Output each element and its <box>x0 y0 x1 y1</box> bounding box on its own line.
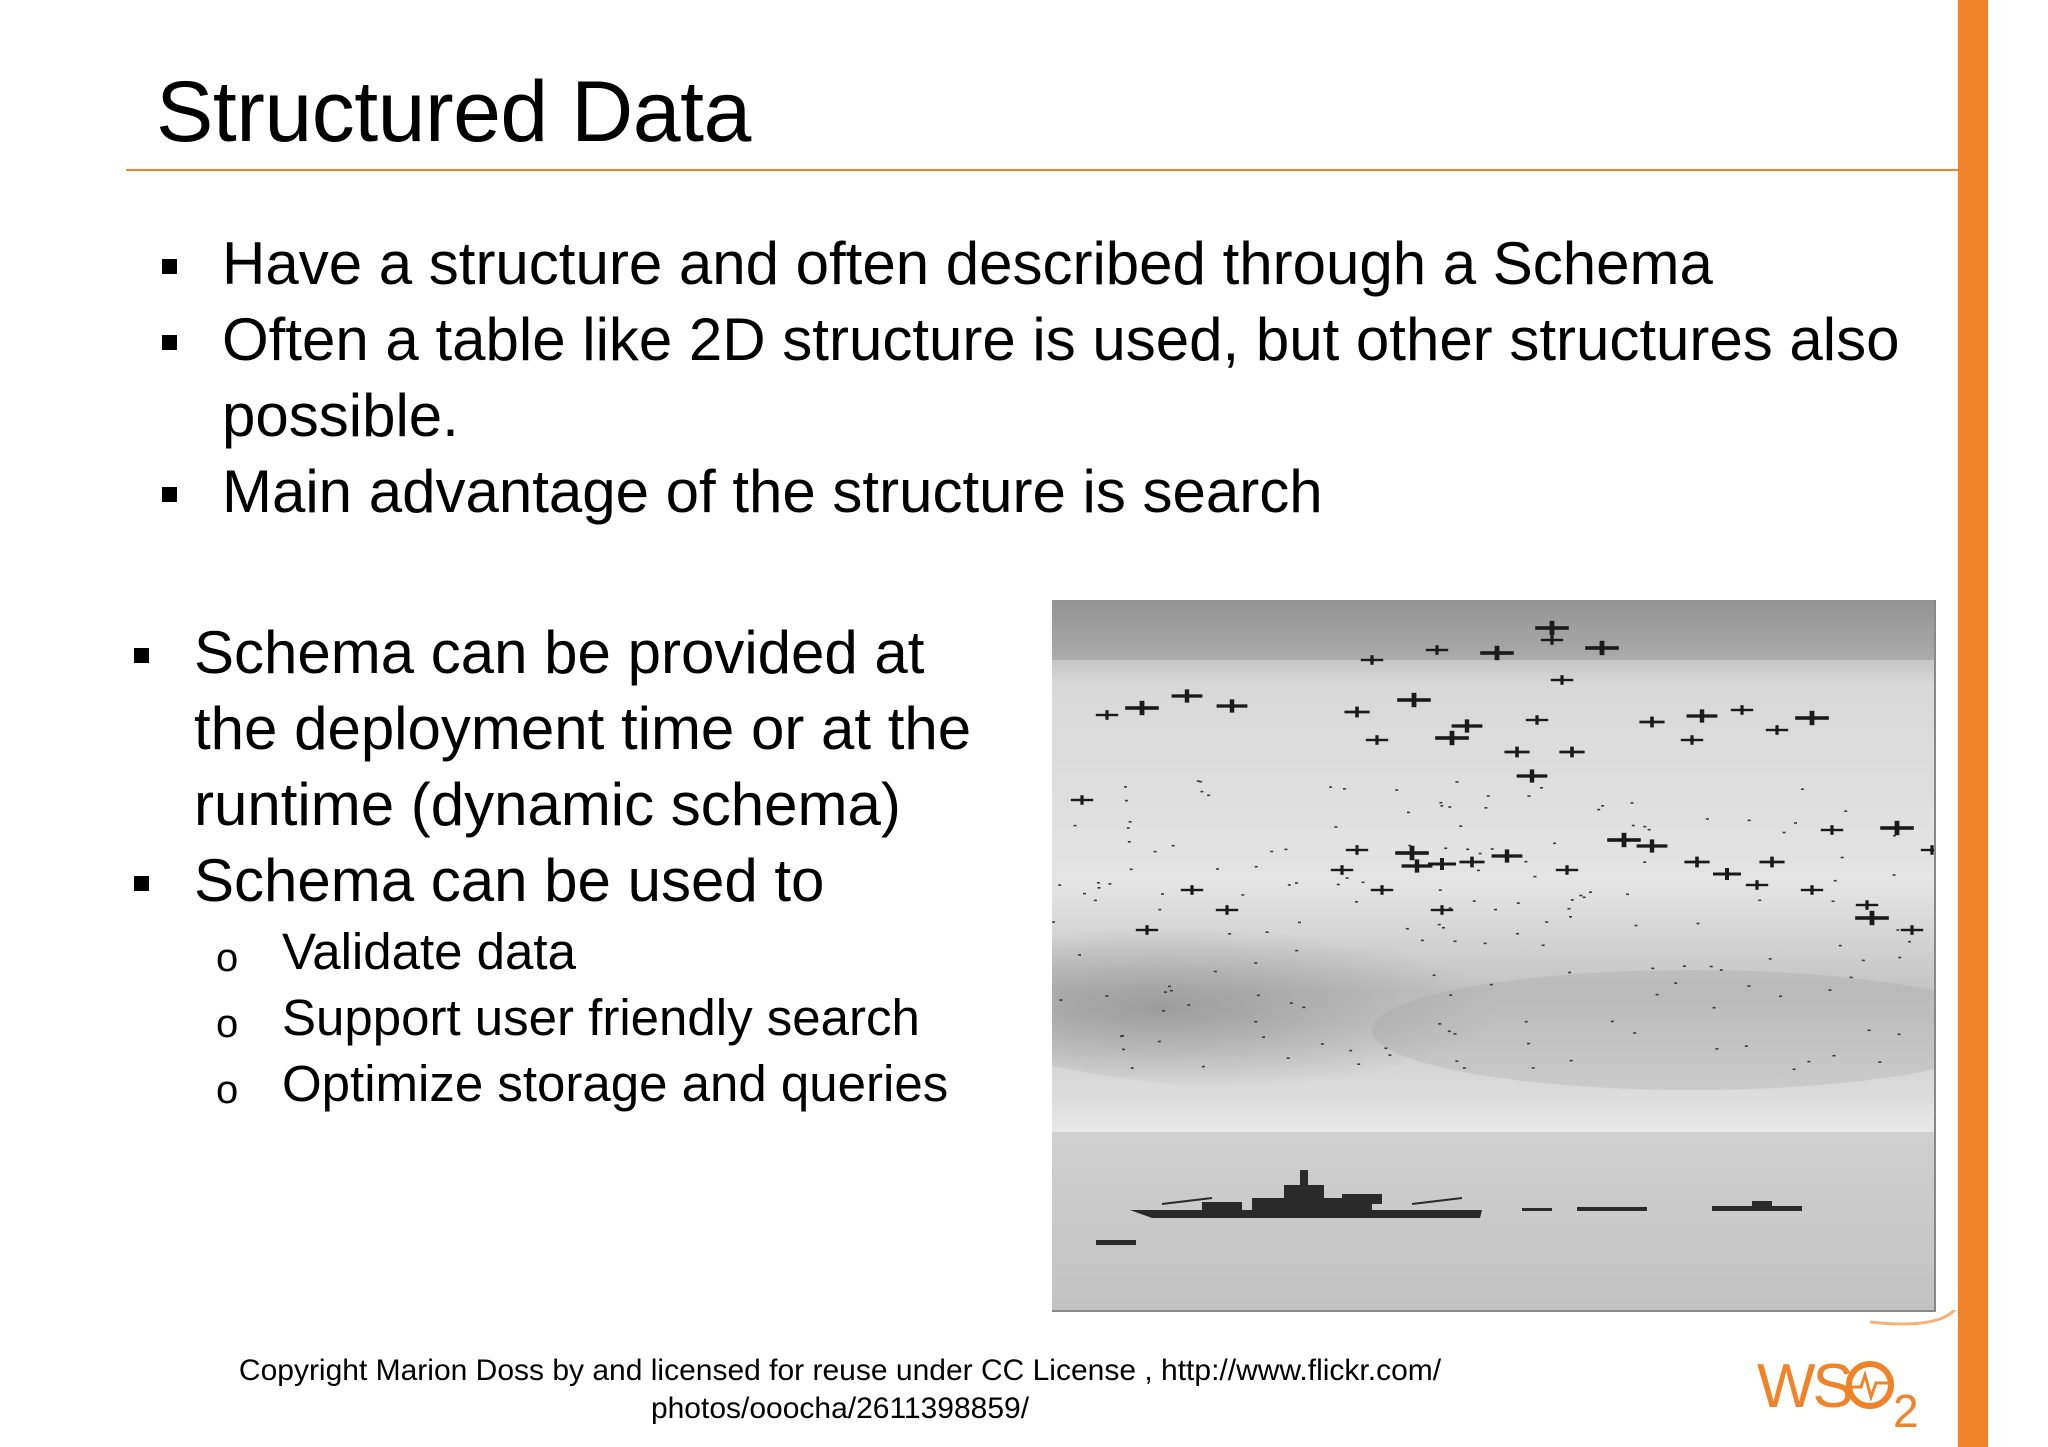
caption-line: photos/ooocha/2611398859/ <box>650 1392 1030 1425</box>
distant-aircraft-speck <box>1125 800 1128 802</box>
distant-aircraft-speck <box>1477 870 1480 872</box>
distant-aircraft-speck <box>1568 972 1571 974</box>
distant-aircraft-speck <box>1601 805 1604 807</box>
distant-aircraft-speck <box>1517 902 1520 904</box>
distant-aircraft-speck <box>1832 1055 1835 1057</box>
distant-aircraft-speck <box>1841 857 1844 859</box>
distant-aircraft-speck <box>1255 866 1258 868</box>
distant-aircraft-speck <box>1532 1067 1535 1069</box>
distant-aircraft-speck <box>1122 1049 1125 1051</box>
distant-aircraft-speck <box>1834 880 1837 882</box>
distant-aircraft-speck <box>1384 1048 1387 1050</box>
distant-aircraft-speck <box>1214 971 1217 973</box>
distant-aircraft-speck <box>1844 810 1847 812</box>
distant-aircraft-speck <box>1656 994 1659 996</box>
wso2-logo <box>1755 1345 1935 1435</box>
distant-aircraft-speck <box>1337 884 1340 886</box>
sub-bullet-item: o Support user friendly search <box>132 985 1032 1051</box>
bullet-item: Schema can be provided at the deployment time or at the runtime (dynamic schema) <box>132 615 974 843</box>
distant-aircraft-speck <box>1459 825 1462 827</box>
distant-aircraft-speck <box>1438 1023 1441 1025</box>
distant-aircraft-speck <box>1131 1067 1134 1069</box>
distant-aircraft-speck <box>1449 907 1452 909</box>
title-divider <box>126 169 1958 171</box>
distant-aircraft-speck <box>1124 786 1127 788</box>
distant-aircraft-speck <box>1710 966 1713 968</box>
distant-aircraft-speck <box>1172 845 1175 847</box>
distant-aircraft-speck <box>1162 1010 1165 1012</box>
distant-aircraft-speck <box>1466 849 1469 851</box>
distant-aircraft-speck <box>1454 941 1457 943</box>
caption-line: Copyright Marion Doss by and licensed for reuse under CC License , http://www.flickr.com/ <box>238 1354 1442 1387</box>
distant-aircraft-speck <box>1745 1045 1748 1047</box>
bullet-item: Have a structure and often described through a Schema <box>160 226 1940 302</box>
distant-aircraft-speck <box>1633 1032 1636 1034</box>
distant-aircraft-speck <box>1295 882 1298 884</box>
distant-aircraft-speck <box>1098 887 1101 889</box>
distant-aircraft-speck <box>1438 924 1441 926</box>
distant-aircraft-speck <box>1129 821 1132 823</box>
distant-aircraft-speck <box>1207 795 1210 797</box>
distant-aircraft-speck <box>1187 1004 1190 1006</box>
distant-aircraft-speck <box>1697 923 1700 925</box>
distant-aircraft-speck <box>1321 1043 1324 1045</box>
distant-aircraft-speck <box>1241 894 1244 896</box>
distant-aircraft-speck <box>1356 847 1359 849</box>
distant-aircraft-speck <box>1456 781 1459 783</box>
distant-aircraft-speck <box>1779 996 1782 998</box>
distant-aircraft-speck <box>1202 1066 1205 1068</box>
accent-bar <box>1958 0 1988 1447</box>
distant-aircraft-speck <box>1199 781 1202 783</box>
distant-aircraft-speck <box>1807 1061 1810 1063</box>
distant-aircraft-speck <box>1626 894 1629 896</box>
distant-aircraft-speck <box>1568 908 1571 910</box>
distant-aircraft-speck <box>1632 825 1635 827</box>
distant-aircraft-speck <box>1343 788 1346 790</box>
distant-aircraft-speck <box>1127 827 1130 829</box>
distant-aircraft-speck <box>1439 889 1442 891</box>
bullet-item: Main advantage of the structure is search <box>160 454 1940 530</box>
distant-aircraft-speck <box>1257 995 1260 997</box>
distant-aircraft-speck <box>1449 994 1452 996</box>
distant-aircraft-speck <box>1128 841 1131 843</box>
distant-aircraft-speck <box>1748 820 1751 822</box>
distant-aircraft-speck <box>1570 1060 1573 1062</box>
distant-aircraft-speck <box>1878 1061 1881 1063</box>
distant-aircraft-speck <box>1120 1036 1123 1038</box>
distant-aircraft-speck <box>1643 861 1646 863</box>
distant-aircraft-speck <box>1893 874 1896 876</box>
distant-aircraft-speck <box>1829 989 1832 991</box>
distant-aircraft-speck <box>1583 897 1586 899</box>
distant-aircraft-speck <box>1545 921 1548 923</box>
distant-aircraft-speck <box>1525 1021 1528 1023</box>
distant-aircraft-speck <box>1290 1002 1293 1004</box>
distant-aircraft-speck <box>1579 895 1582 897</box>
bullet-item: Often a table like 2D structure is used, but other structures also possible. <box>160 302 1940 454</box>
distant-aircraft-speck <box>1463 1067 1466 1069</box>
distant-aircraft-speck <box>1164 991 1167 993</box>
distant-aircraft-speck <box>1349 1050 1352 1052</box>
distant-aircraft-speck <box>1270 851 1273 853</box>
distant-aircraft-speck <box>1473 900 1476 902</box>
distant-aircraft-speck <box>1408 845 1411 847</box>
distant-aircraft-speck <box>1862 960 1865 962</box>
distant-aircraft-speck <box>1395 789 1398 791</box>
distant-aircraft-speck <box>1516 933 1519 935</box>
top-bullet-list <box>160 226 1940 530</box>
distant-aircraft-speck <box>1758 900 1761 902</box>
distant-aircraft-speck <box>1651 968 1654 970</box>
distant-aircraft-speck <box>1083 893 1086 895</box>
distant-aircraft-speck <box>1898 957 1901 959</box>
distant-aircraft-speck <box>1059 999 1062 1001</box>
svg-text:2: 2 <box>1893 1385 1919 1435</box>
distant-aircraft-speck <box>1216 868 1219 870</box>
distant-aircraft-speck <box>1357 1063 1360 1065</box>
distant-aircraft-speck <box>1850 977 1853 979</box>
distant-aircraft-speck <box>1898 1034 1901 1036</box>
distant-aircraft-speck <box>1200 791 1203 793</box>
distant-aircraft-speck <box>1161 893 1164 895</box>
sub-bullet-item: o Validate data <box>132 919 1032 985</box>
distant-aircraft-speck <box>1783 832 1786 834</box>
distant-aircraft-speck <box>1406 928 1409 930</box>
distant-aircraft-speck <box>1597 809 1600 811</box>
distant-aircraft-speck <box>1254 1021 1257 1023</box>
distant-aircraft-speck <box>1454 1033 1457 1035</box>
distant-aircraft-speck <box>1487 795 1490 797</box>
distant-aircraft-speck <box>1706 818 1709 820</box>
distant-aircraft-speck <box>1302 1007 1305 1009</box>
slide-title: Structured Data <box>156 64 751 160</box>
distant-aircraft-speck <box>1674 982 1677 984</box>
distant-aircraft-speck <box>1078 954 1081 956</box>
distant-aircraft-speck <box>1794 822 1797 824</box>
distant-aircraft-speck <box>1154 851 1157 853</box>
distant-aircraft-speck <box>1362 882 1365 884</box>
distant-aircraft-speck <box>1893 835 1896 837</box>
distant-aircraft-speck <box>1287 1057 1290 1059</box>
distant-aircraft-speck <box>1346 877 1349 879</box>
distant-aircraft-speck <box>1407 812 1410 814</box>
distant-aircraft-speck <box>1540 787 1543 789</box>
distant-aircraft-speck <box>1484 807 1487 809</box>
distant-aircraft-speck <box>1643 826 1646 828</box>
distant-aircraft-speck <box>1444 848 1447 850</box>
distant-aircraft-speck <box>1648 829 1651 831</box>
distant-aircraft-speck <box>1533 876 1536 878</box>
distant-aircraft-speck <box>1479 853 1482 855</box>
distant-aircraft-speck <box>1168 986 1171 988</box>
distant-aircraft-speck <box>1801 788 1804 790</box>
distant-aircraft-speck <box>1295 950 1298 952</box>
distant-aircraft-speck <box>1266 931 1269 933</box>
distant-aircraft-speck <box>1527 1043 1530 1045</box>
distant-aircraft-speck <box>1334 826 1337 828</box>
distant-aircraft-speck <box>1433 975 1436 977</box>
distant-aircraft-speck <box>1329 786 1332 788</box>
distant-aircraft-speck <box>1683 965 1686 967</box>
svg-text:WS: WS <box>1757 1352 1851 1421</box>
distant-aircraft-speck <box>1542 945 1545 947</box>
battleship-aircraft-photo <box>1052 600 1936 1312</box>
distant-aircraft-speck <box>1747 985 1750 987</box>
distant-aircraft-speck <box>1713 1007 1716 1009</box>
distant-aircraft-speck <box>1528 795 1531 797</box>
distant-aircraft-speck <box>1298 922 1301 924</box>
distant-aircraft-speck <box>1448 1031 1451 1033</box>
distant-aircraft-speck <box>1355 901 1358 903</box>
distant-aircraft-speck <box>1569 916 1572 918</box>
distant-aircraft-speck <box>1832 901 1835 903</box>
distant-aircraft-speck <box>1058 884 1061 886</box>
distant-aircraft-speck <box>1448 806 1451 808</box>
distant-aircraft-speck <box>1439 802 1442 804</box>
distant-aircraft-speck <box>1553 843 1556 845</box>
distant-aircraft-speck <box>1158 909 1161 911</box>
distant-aircraft-speck <box>1571 899 1574 901</box>
distant-aircraft-speck <box>1908 941 1911 943</box>
distant-aircraft-speck <box>1228 933 1231 935</box>
distant-aircraft-speck <box>1524 861 1527 863</box>
left-bullet-list <box>132 615 1032 1117</box>
distant-aircraft-speck <box>1130 869 1133 871</box>
distant-aircraft-speck <box>1491 848 1494 850</box>
distant-aircraft-speck <box>1158 1041 1161 1043</box>
distant-aircraft-speck <box>1484 943 1487 945</box>
distant-aircraft-speck <box>1715 1048 1718 1050</box>
distant-aircraft-speck <box>1262 1036 1265 1038</box>
distant-aircraft-speck <box>1170 990 1173 992</box>
distant-aircraft-speck <box>1455 1060 1458 1062</box>
photo-credit-caption <box>130 1352 1550 1428</box>
bullet-item: Schema can be used to <box>132 843 1032 919</box>
sub-bullet-item: o Optimize storage and queries <box>132 1051 1032 1117</box>
distant-aircraft-speck <box>1490 984 1493 986</box>
distant-aircraft-speck <box>1839 945 1842 947</box>
distant-aircraft-speck <box>1421 940 1424 942</box>
distant-aircraft-speck <box>1440 805 1443 807</box>
distant-aircraft-speck <box>1094 900 1097 902</box>
distant-aircraft-speck <box>1635 925 1638 927</box>
distant-aircraft-speck <box>1254 962 1257 964</box>
distant-aircraft-speck <box>1442 927 1445 929</box>
distant-aircraft-speck <box>1793 1069 1796 1071</box>
distant-aircraft-speck <box>1868 1030 1871 1032</box>
distant-aircraft-speck <box>1284 849 1287 851</box>
distant-aircraft-speck <box>1288 884 1291 886</box>
distant-aircraft-speck <box>1105 995 1108 997</box>
distant-aircraft-speck <box>1589 891 1592 893</box>
distant-aircraft-speck <box>1052 921 1055 923</box>
distant-aircraft-speck <box>1388 1054 1391 1056</box>
distant-aircraft-speck <box>1631 802 1634 804</box>
distant-aircraft-speck <box>1720 969 1723 971</box>
distant-aircraft-speck <box>1611 1021 1614 1023</box>
distant-aircraft-speck <box>1108 883 1111 885</box>
distant-aircraft-speck <box>1769 958 1772 960</box>
distant-aircraft-speck <box>1074 825 1077 827</box>
distant-aircraft-speck <box>1097 882 1100 884</box>
distant-aircraft-speck <box>1494 909 1497 911</box>
distant-aircraft-speck <box>1896 929 1899 931</box>
